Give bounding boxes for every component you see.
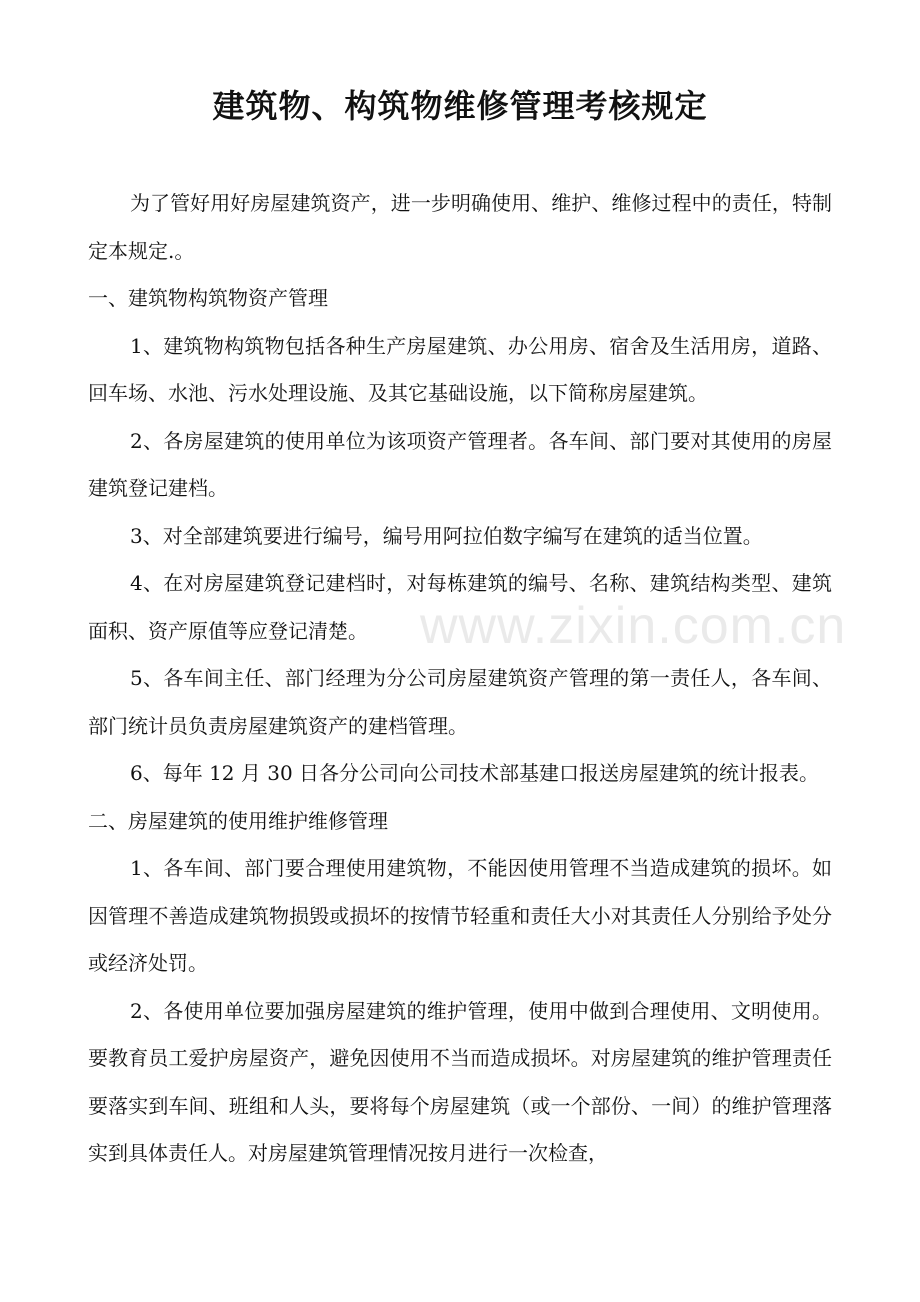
section-1-item-4: 4、在对房屋建筑登记建档时，对每栋建筑的编号、名称、建筑结构类型、建筑面积、资产原值等应登记清楚。	[88, 571, 832, 643]
section-1-item-5: 5、各车间主任、部门经理为分公司房屋建筑资产管理的第一责任人，各车间、部门统计员负责房屋建筑资产的建档管理。	[88, 666, 832, 738]
intro-paragraph: 为了管好用好房屋建筑资产，进一步明确使用、维护、维修过程中的责任，特制定本规定.。	[88, 191, 832, 263]
document-title: 建筑物、构筑物维修管理考核规定	[212, 87, 708, 125]
section-1-item-3: 3、对全部建筑要进行编号，编号用阿拉伯数字编写在建筑的适当位置。	[130, 523, 763, 548]
section-2-item-2: 2、各使用单位要加强房屋建筑的维护管理，使用中做到合理使用、文明使用。要教育员工爱护房屋资产，避免因使用不当而造成损坏。对房屋建筑的维护管理责任要落实到车间、班组和人头，要将每个房屋建筑（或一个部份、一间）的维护管理落实到具体责任人。对房屋建筑管理情况按月进行一次检查，	[88, 998, 832, 1165]
section-heading-2: 二、房屋建筑的使用维护维修管理	[88, 808, 388, 833]
section-1-item-2: 2、各房屋建筑的使用单位为该项资产管理者。各车间、部门要对其使用的房屋建筑登记建档。	[88, 428, 832, 500]
section-2-item-1: 1、各车间、部门要合理使用建筑物，不能因使用管理不当造成建筑的损坏。如因管理不善造成建筑物损毁或损坏的按情节轻重和责任大小对其责任人分别给予处分或经济处罚。	[88, 856, 832, 975]
section-heading-1: 一、建筑物构筑物资产管理	[88, 286, 328, 310]
watermark: www.zixin.com.cn	[420, 597, 847, 655]
document-body	[88, 180, 832, 1178]
section-1-item-1: 1、建筑物构筑物包括各种生产房屋建筑、办公用房、宿舍及生活用房，道路、回车场、水池、污水处理设施、及其它基础设施，以下简称房屋建筑。	[88, 333, 832, 405]
section-1-item-6: 6、每年 12 月 30 日各分公司向公司技术部基建口报送房屋建筑的统计报表。	[130, 761, 820, 785]
